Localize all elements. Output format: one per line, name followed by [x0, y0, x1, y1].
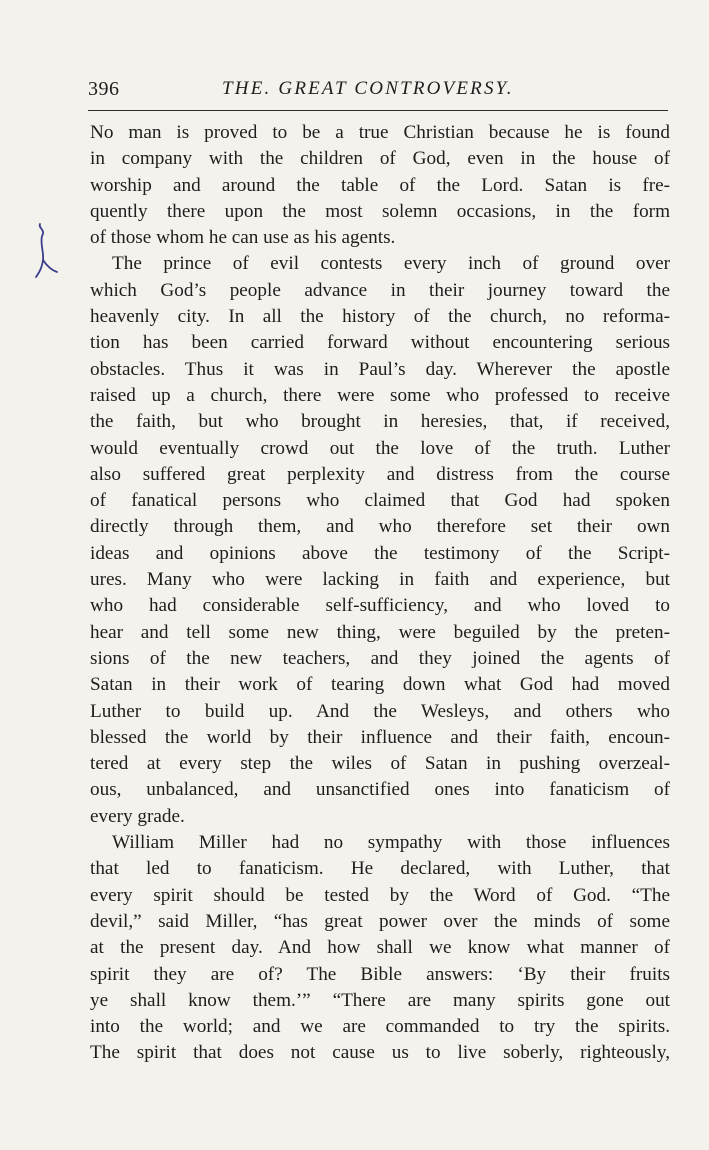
- text-line: ye shall know them.’” “There are many spirits gone out: [90, 989, 670, 1011]
- text-line: in company with the children of God, even in the house of: [90, 148, 670, 170]
- text-line: obstacles. Thus it was in Paul’s day. Wherever the apostle: [90, 358, 670, 380]
- text-line: tered at every step the wiles of Satan in pushing overzeal-: [90, 753, 670, 775]
- text-line: No man is proved to be a true Christian because he is found: [90, 122, 670, 143]
- text-line: also suffered great perplexity and distress from the course: [90, 463, 670, 485]
- text-line: which God’s people advance in their journey toward the: [90, 279, 670, 301]
- text-line: ous, unbalanced, and unsanctified ones into fanaticism of: [90, 779, 670, 801]
- paragraph-1: [90, 120, 670, 251]
- text-line: who had considerable self-sufficiency, and who loved to: [90, 595, 670, 617]
- text-line: worship and around the table of the Lord. Satan is fre-: [90, 174, 670, 196]
- text-line: hear and tell some new thing, were beguiled by the preten-: [90, 621, 670, 643]
- text-line: directly through them, and who therefore set their own: [90, 516, 670, 538]
- text-line: heavenly city. In all the history of the church, no reforma-: [90, 306, 670, 328]
- text-line: Satan in their work of tearing down what God had moved: [90, 674, 670, 696]
- paragraph-2: [90, 251, 670, 830]
- text-line: devil,” said Miller, “has great power over the minds of some: [90, 910, 670, 932]
- text-line: every grade.: [90, 805, 185, 827]
- text-line: of fanatical persons who claimed that God had spoken: [90, 490, 670, 512]
- text-line: quently there upon the most solemn occasions, in the form: [90, 200, 670, 222]
- text-line: sions of the new teachers, and they joined the agents of: [90, 647, 670, 669]
- page-header: [88, 74, 668, 104]
- text-line: into the world; and we are commanded to try the spirits.: [90, 1016, 670, 1038]
- text-line: would eventually crowd out the love of the truth. Luther: [90, 437, 670, 459]
- page-number: 396: [88, 78, 120, 100]
- text-line: raised up a church, there were some who professed to receive: [90, 384, 670, 406]
- handwritten-margin-mark-icon: [30, 222, 60, 280]
- text-line: of those whom he can use as his agents.: [90, 227, 396, 249]
- text-line: William Miller had no sympathy with those influences: [112, 832, 670, 854]
- text-line: The prince of evil contests every inch of ground over: [112, 253, 670, 275]
- text-line: spirit they are of? The Bible answers: ‘By their fruits: [90, 963, 670, 985]
- body-text: [90, 120, 670, 1067]
- text-line: The spirit that does not cause us to live soberly, righteously,: [90, 1042, 670, 1064]
- text-line: ideas and opinions above the testimony of the Script-: [90, 542, 670, 564]
- text-line: at the present day. And how shall we know what manner of: [90, 937, 670, 959]
- text-line: every spirit should be tested by the Word of God. “The: [90, 884, 670, 906]
- text-line: that led to fanaticism. He declared, with Luther, that: [90, 858, 670, 880]
- header-rule: [88, 110, 668, 111]
- text-line: ures. Many who were lacking in faith and experience, but: [90, 569, 670, 591]
- text-line: blessed the world by their influence and their faith, encoun-: [90, 726, 670, 748]
- paragraph-3: [90, 830, 670, 1067]
- text-line: the faith, but who brought in heresies, that, if received,: [90, 411, 670, 433]
- text-line: tion has been carried forward without encountering serious: [90, 332, 670, 354]
- running-head: THE. GREAT CONTROVERSY.: [222, 78, 514, 99]
- text-line: Luther to build up. And the Wesleys, and others who: [90, 700, 670, 722]
